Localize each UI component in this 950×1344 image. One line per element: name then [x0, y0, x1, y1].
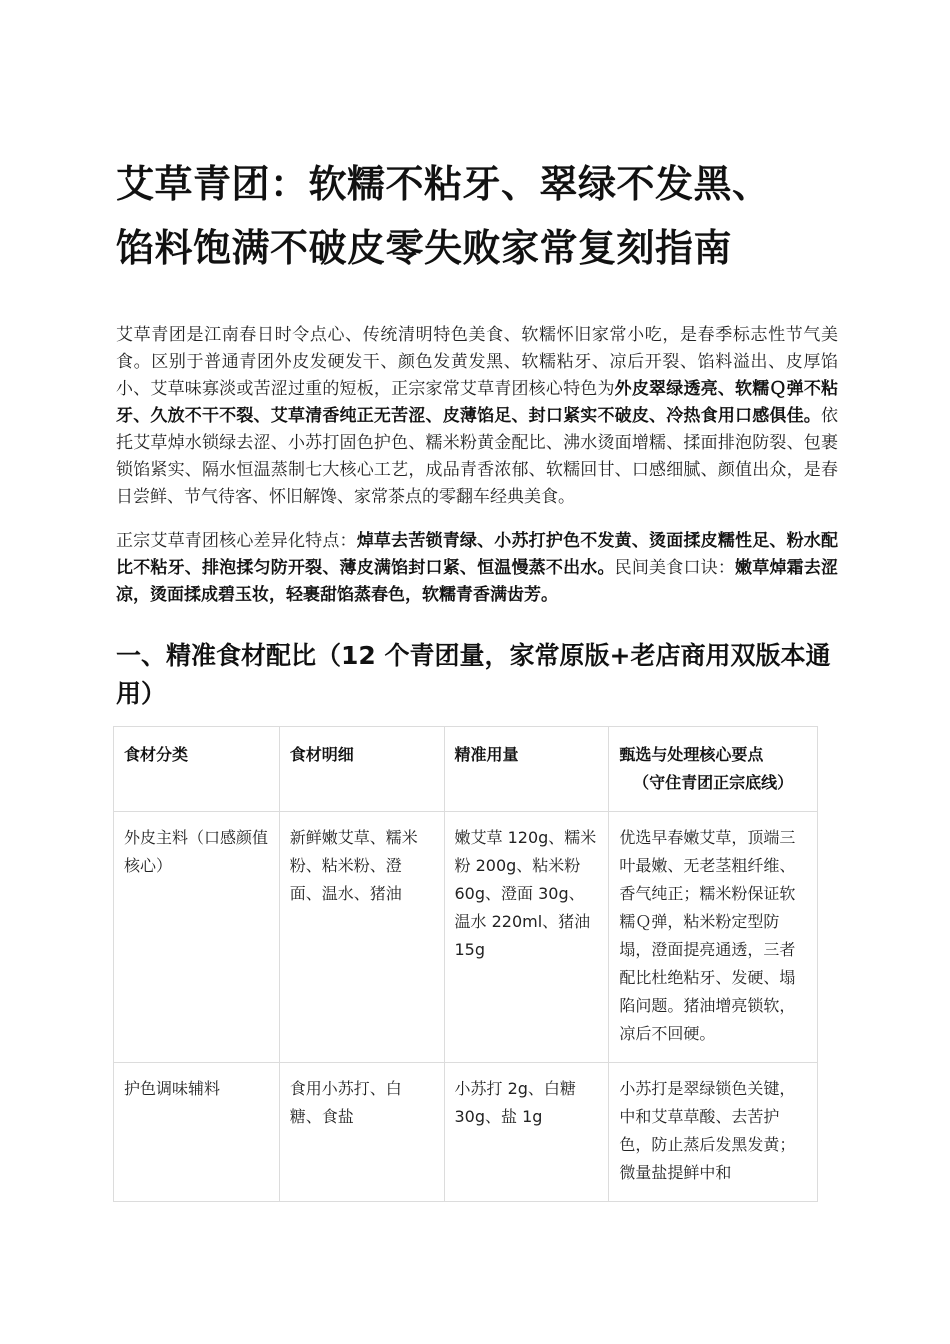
header-amount: 精准用量: [444, 727, 609, 812]
header-notes-line1: 甄选与处理核心要点: [619, 745, 764, 764]
intro-paragraph: [116, 322, 838, 511]
header-category: 食材分类: [114, 727, 280, 812]
intro-bold-highlight: 外皮翠绿透亮、软糯Ｑ弹不粘牙、久放不干不裂、艾草清香纯正无苦涩、皮薄馅足、封口紧实不破皮、冷热食用口感俱佳。: [116, 379, 839, 426]
ingredients-table: [113, 726, 818, 1202]
header-notes: [609, 727, 818, 812]
table-header-row: [114, 727, 818, 812]
page-bottom-margin: [0, 1210, 950, 1344]
title-line-2: 馅料饱满不破皮零失败家常复刻指南: [116, 226, 733, 270]
features-text-1: 正宗艾草青团核心差异化特点：: [116, 531, 357, 551]
features-bold-1: 焯草去苦锁青绿、小苏打护色不发黄、烫面揉皮糯性足、粉水配比不粘牙、排泡揉匀防开裂、薄皮满馅封口紧、恒温慢蒸不出水。: [116, 531, 839, 578]
cell-notes: 优选早春嫩艾草，顶端三叶最嫩、无老茎粗纤维、香气纯正；糯米粉保证软糯Ｑ弹，粘米粉定型防塌，澄面提亮通透，三者配比杜绝粘牙、发硬、塌陷问题。猪油增亮锁软，凉后不回硬。: [609, 812, 818, 1063]
features-text-2: 民间美食口诀：: [614, 558, 736, 578]
table-row: [114, 812, 818, 1063]
section-heading-ingredients: 一、精准食材配比（12 个青团量，家常原版+老店商用双版本通用）: [116, 641, 831, 708]
cell-items: 新鲜嫩艾草、糯米粉、粘米粉、澄面、温水、猪油: [279, 812, 444, 1063]
cell-category: 外皮主料（口感颜值核心）: [114, 812, 280, 1063]
intro-text-2: 依托艾草焯水锁绿去涩、小苏打固色护色、糯米粉黄金配比、沸水烫面增糯、揉面排泡防裂、包裹锁馅紧实、隔水恒温蒸制七大核心工艺，成品青香浓郁、软糯回甘、口感细腻、颜值出众，是春日尝鲜、节气待客、怀旧解馋、家常茶点的零翻车经典美食。: [116, 406, 838, 507]
features-paragraph: [116, 528, 838, 609]
cell-notes: 小苏打是翠绿锁色关键，中和艾草草酸、去苦护色，防止蒸后发黑发黄；微量盐提鲜中和: [609, 1063, 818, 1202]
cell-amount: 嫩艾草 120g、糯米粉 200g、粘米粉 60g、澄面 30g、温水 220ml、猪油 15g: [444, 812, 609, 1063]
page-title: [116, 152, 836, 280]
cell-items: 食用小苏打、白糖、食盐: [279, 1063, 444, 1202]
table-row: [114, 1063, 818, 1202]
header-notes-line2: （守住青团正宗底线）: [633, 773, 794, 792]
features-bold-2: 嫩草焯霜去涩凉，烫面揉成碧玉妆，轻裹甜馅蒸春色，软糯青香满齿芳。: [116, 558, 839, 605]
cell-category: 护色调味辅料: [114, 1063, 280, 1202]
cell-amount: 小苏打 2g、白糖 30g、盐 1g: [444, 1063, 609, 1202]
header-items: 食材明细: [279, 727, 444, 812]
intro-text-1: 艾草青团是江南春日时令点心、传统清明特色美食、软糯怀旧家常小吃，是春季标志性节气美食。区别于普通青团外皮发硬发干、颜色发黄发黑、软糯粘牙、凉后开裂、馅料溢出、皮厚馅小、艾草味寡淡或苦涩过重的短板，正宗家常艾草青团核心特色为: [116, 325, 838, 399]
title-line-1: 艾草青团：软糯不粘牙、翠绿不发黑、: [116, 162, 771, 206]
